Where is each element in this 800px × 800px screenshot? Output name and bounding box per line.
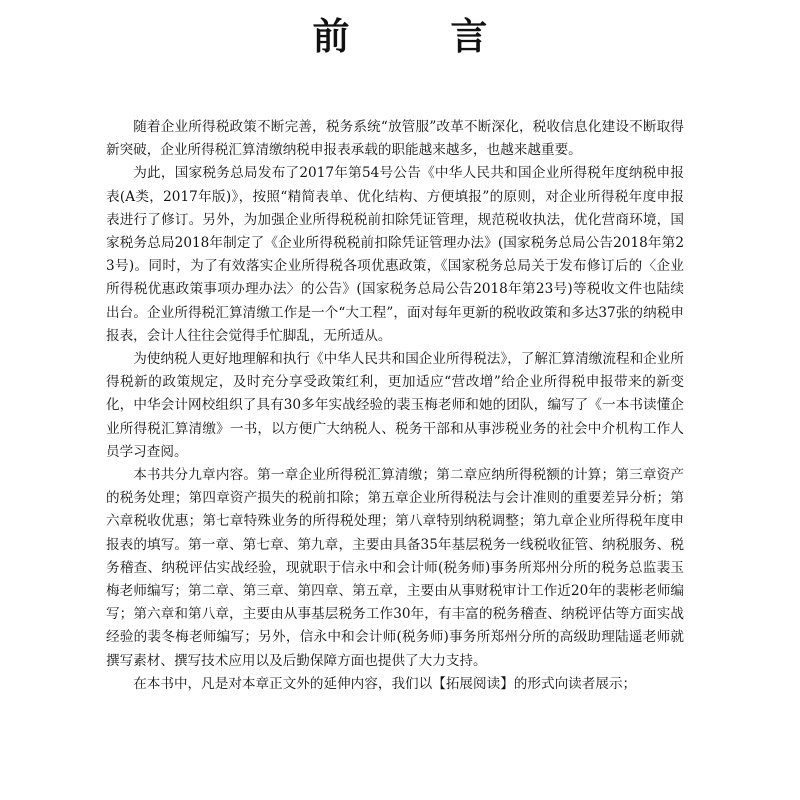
page-title: 前 言 <box>312 14 532 58</box>
preface-body <box>106 116 684 696</box>
paragraph-policy: 为此，国家税务总局发布了2017年第54号公告《中华人民共和国企业所得税年度纳税申报表(A类，2017年版)》，按照“精简表单、优化结构、方便填报”的原则，对企业所得税年度申报表进行了修订。另外，为加强企业所得税税前扣除凭证管理，规范税收执法，优化营商环境，国家税务总局2018年制定了《企业所得税税前扣除凭证管理办法》(国家税务总局公告2018年第23号)。同时，为了有效落实企业所得税各项优惠政策，《国家税务总局关于发布修订后的〈企业所得税优惠政策事项办理办法〉的公告》(国家税务总局公告2018年第23号)等税收文件也陆续出台。企业所得税汇算清缴工作是一个“大工程”，面对每年更新的税收政策和多达37张的纳税申报表，会计人往往会觉得手忙脚乱，无所适从。 <box>106 165 684 344</box>
paragraph-contents: 本书共分九章内容。第一章企业所得税汇算清缴；第二章应纳所得税额的计算；第三章资产的税务处理；第四章资产损失的税前扣除；第五章企业所得税法与会计准则的重要差异分析；第六章税收优惠；第七章特殊业务的所得税处理；第八章特别纳税调整；第九章企业所得税年度申报表的填写。第一章、第七章、第九章，主要由具备35年基层税务一线税收征管、纳税服务、税务稽查、纳税评估实战经验，现就职于信永中和会计师(税务师)事务所郑州分所的税务总监裴玉梅老师编写；第二章、第三章、第四章、第五章，主要由从事财税审计工作近20年的裴彬老师编写；第六章和第八章，主要由从事基层税务工作30年，有丰富的税务稽查、纳税评估等方面实战经验的裴冬梅老师编写；另外，信永中和会计师(税务师)事务所郑州分所的高级助理陆遥老师就撰写素材、撰写技术应用以及后勤保障方面也提供了大力支持。 <box>106 467 684 669</box>
paragraph-intro: 随着企业所得税政策不断完善，税务系统“放管服”改革不断深化，税收信息化建设不断取得新突破，企业所得税汇算清缴纳税申报表承载的职能越来越多，也越来越重要。 <box>106 119 684 159</box>
paragraph-extended-reading: 在本书中，凡是对本章正文外的延伸内容，我们以【拓展阅读】的形式向读者展示； <box>133 675 637 692</box>
paragraph-purpose: 为使纳税人更好地理解和执行《中华人民共和国企业所得税法》，了解汇算清缴流程和企业所得税新的政策规定，及时充分享受政策红利，更加适应“营改增”给企业所得税申报带来的新变化，中华会计网校组织了具有30多年实战经验的裴玉梅老师和她的团队，编写了《一本书读懂企业所得税汇算清缴》一书，以方便广大纳税人、税务干部和从事涉税业务的社会中介机构工作人员学习查阅。 <box>106 351 684 460</box>
